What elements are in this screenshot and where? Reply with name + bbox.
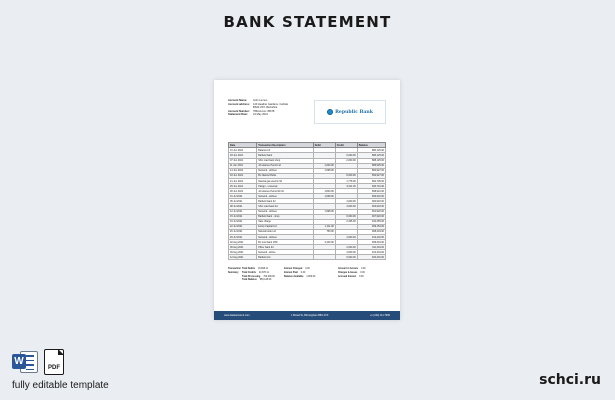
table-cell: 3,000.00 (335, 204, 357, 209)
summary-value: 0.00 (300, 271, 306, 274)
table-cell: 28 Jun 2021 (229, 189, 257, 194)
table-cell: 14 Jun 2021 (229, 168, 257, 173)
table-cell: Barfield bank ltd (257, 199, 314, 204)
footer-address: 1 Broad St, Birmingham BB1 2XX (291, 314, 329, 317)
table-cell: 901,920.00 (357, 209, 385, 214)
summary-key: Charges & Issues (338, 271, 358, 274)
column-header: Credit (335, 143, 357, 148)
table-cell: Pasign - universal (257, 184, 314, 189)
summary-value: 0.00 (360, 271, 365, 274)
summary-key: Amount in Arrears (338, 268, 359, 270)
pdf-icon-label: PDF (48, 365, 60, 371)
summary-row (228, 272, 241, 276)
summary-value: 950,128.00 (259, 279, 272, 282)
table-cell: Barfield Ltd (257, 255, 314, 260)
summary-key: Interest Charged (284, 268, 303, 270)
bank-logo (314, 100, 386, 124)
table-cell: 26 Jul 2021 (229, 229, 257, 234)
table-cell: 1,778.00 (335, 178, 357, 183)
summary-key: Total Processing (242, 275, 261, 278)
table-cell: 4,000.00 (335, 234, 357, 239)
pdf-icon (44, 349, 64, 375)
table-row (229, 255, 386, 260)
table-cell: 914,304.00 (357, 250, 385, 255)
table-cell: Ecorp Capital Ltd (257, 224, 314, 229)
summary-key: Total Debits (242, 268, 255, 270)
account-detail-value: 789xxxxxxx 45678 (253, 109, 275, 113)
table-cell: Sale charge (257, 219, 314, 224)
table-cell: 909,154.00 (357, 224, 385, 229)
table-cell: 08 Jul 2021 (229, 204, 257, 209)
table-cell: Shin road bank ltd (257, 204, 314, 209)
footer-phone: +1 (244) 111 7990 (369, 314, 390, 317)
table-cell: 1,200.00 (313, 163, 335, 168)
column-header: Date (229, 143, 257, 148)
summary-key: Accrued Interest (338, 275, 357, 278)
footer-website: www.bankaccount.com (224, 314, 250, 317)
table-cell: 898,916.00 (357, 189, 385, 194)
table-cell: Network - airlines (257, 209, 314, 214)
table-cell: 03 Jun 2021 (229, 153, 257, 158)
table-cell: 892,927.00 (357, 173, 385, 178)
table-cell: 900,918.00 (357, 199, 385, 204)
table-cell: 903,918.00 (357, 204, 385, 209)
account-detail-key: Account Number: (228, 109, 250, 113)
summary-value: 16,868.11 (257, 268, 269, 270)
summary-value: 24,876.11 (258, 271, 269, 274)
column-header: Balance (357, 143, 385, 148)
table-cell: 18 Jun 2021 (229, 173, 257, 178)
summary-key: Interest Paid (284, 271, 298, 274)
table-cell: Barfield bank (257, 153, 314, 158)
account-detail-value: John Lemon (253, 99, 268, 102)
transaction-summary (228, 268, 386, 294)
page-title: BANK STATEMENT (223, 13, 392, 31)
table-cell: 2,000.00 (335, 245, 357, 250)
table-cell: Bv Natural Parks (257, 173, 314, 178)
table-cell: 911,304.00 (357, 245, 385, 250)
summary-row (284, 276, 315, 280)
table-cell: 02 Aug 2021 (229, 240, 257, 245)
table-cell: 907,920.00 (357, 214, 385, 219)
table-cell: 896,918.00 (357, 194, 385, 199)
account-detail-value: BS23 2XX, Berkshire (253, 106, 278, 110)
summary-value: 0.00 (359, 275, 364, 278)
summary-key: Summary (228, 271, 239, 274)
table-cell: 07 Jun 2021 (229, 158, 257, 163)
account-detail-row (228, 113, 328, 117)
table-cell: 6,000.00 (335, 214, 357, 219)
table-cell: 01 Jun 2021 (229, 148, 257, 153)
table-cell: 01 Jul 2021 (229, 194, 257, 199)
summary-row (338, 276, 366, 280)
table-cell: 06 Aug 2021 (229, 245, 257, 250)
table-cell: Natural bank Ltd (257, 229, 314, 234)
table-cell: 8,000.00 (335, 173, 357, 178)
table-cell: Network - airlines (257, 194, 314, 199)
document-footer (214, 311, 400, 320)
summary-value: 0.00 (361, 268, 366, 270)
table-cell: Barfield bank - shop (257, 214, 314, 219)
brand-watermark: schci.ru (539, 372, 601, 388)
summary-value: 1,800.00 (306, 275, 316, 278)
summary-column (242, 268, 275, 283)
table-cell: 920,304.00 (357, 255, 385, 260)
table-cell: 912,404.00 (357, 234, 385, 239)
account-detail-key: Account Name: (228, 99, 248, 102)
table-cell: 15 Jul 2021 (229, 214, 257, 219)
table-cell: 6,000.00 (335, 153, 357, 158)
table-cell: 750.00 (313, 229, 335, 234)
table-cell: 25 Jun 2021 (229, 184, 257, 189)
transactions-table (228, 142, 386, 260)
table-cell: 22 Jul 2021 (229, 224, 257, 229)
summary-value: 700,000.00 (263, 275, 275, 278)
table-cell: 2,345.00 (335, 219, 357, 224)
table-cell: 19 Jul 2021 (229, 219, 257, 224)
table-cell: 6,000.00 (335, 255, 357, 260)
table-cell: 888,125.00 (357, 158, 385, 163)
summary-column (338, 268, 366, 279)
table-cell: 886,125.00 (357, 153, 385, 158)
caption: fully editable template (12, 380, 109, 391)
account-details (228, 99, 328, 117)
table-cell: 884,927.00 (357, 168, 385, 173)
summary-key: Transaction (228, 268, 241, 270)
table-cell: Network - airlines (257, 168, 314, 173)
table-cell: 894,705.00 (357, 178, 385, 183)
table-cell: 886,925.00 (357, 163, 385, 168)
table-cell: 910,265.00 (357, 219, 385, 224)
table-cell: 3,000.00 (335, 250, 357, 255)
bank-logo-text: Republic Bank (335, 109, 373, 115)
table-cell: 6,011.00 (335, 184, 357, 189)
summary-key: Total Credits (242, 271, 256, 274)
format-icons (12, 349, 64, 375)
summary-value: 0.00 (305, 268, 310, 270)
summary-row (242, 279, 275, 283)
bank-logo-icon (327, 109, 333, 115)
table-cell: Jd reliance Petrol ltd Nd (257, 189, 314, 194)
column-header: Debit (313, 143, 335, 148)
summary-key: Total Balance (242, 279, 257, 282)
table-cell: 900,716.00 (357, 184, 385, 189)
table-cell: 1,800.00 (313, 189, 335, 194)
table-cell: Balance b/f (257, 148, 314, 153)
table-cell: 12 Aug 2021 (229, 255, 257, 260)
table-cell: 909,304.00 (357, 240, 385, 245)
column-header: Transaction Description (257, 143, 314, 148)
table-cell: 29 Jul 2021 (229, 234, 257, 239)
table-cell: Network - airlines (257, 234, 314, 239)
table-cell: 12 Jul 2021 (229, 209, 257, 214)
word-icon (12, 349, 38, 375)
table-cell: 3,100.00 (313, 240, 335, 245)
table-cell: 1,998.00 (313, 168, 335, 173)
table-cell: 2,000.00 (335, 158, 357, 163)
table-cell: Network - airline (257, 250, 314, 255)
table-cell: 1,998.00 (313, 194, 335, 199)
table-cell: Bv trust bank 18% (257, 240, 314, 245)
table-cell: Natural gas electric ltd (257, 178, 314, 183)
table-cell: Jd reliance Petrol Ltd (257, 163, 314, 168)
summary-column (228, 268, 241, 276)
account-detail-value: 31 May 2021 (253, 113, 268, 117)
statement-document (214, 80, 400, 320)
summary-key: Balance Available (284, 275, 304, 278)
table-cell: 4,000.00 (335, 199, 357, 204)
table-cell: Pfizer bank ltd (257, 245, 314, 250)
table-cell: 21 Jun 2021 (229, 178, 257, 183)
table-cell: 1,111.00 (313, 224, 335, 229)
table-cell: 05 Jul 2021 (229, 199, 257, 204)
word-icon-letter: W (12, 354, 26, 369)
table-cell: 09 Aug 2021 (229, 250, 257, 255)
account-detail-value: 123 Heather Gardens, Carlisle (253, 102, 289, 106)
account-detail-key: Account address: (228, 102, 250, 106)
summary-column (284, 268, 315, 279)
table-cell: 880,125.00 (357, 148, 385, 153)
table-cell: 908,404.00 (357, 229, 385, 234)
table-cell: 11 Jun 2021 (229, 163, 257, 168)
table-cell (313, 255, 335, 260)
account-detail-key: Statement Date: (228, 113, 248, 117)
table-cell: Shin road bank shop (257, 158, 314, 163)
table-cell: 1,998.00 (313, 209, 335, 214)
